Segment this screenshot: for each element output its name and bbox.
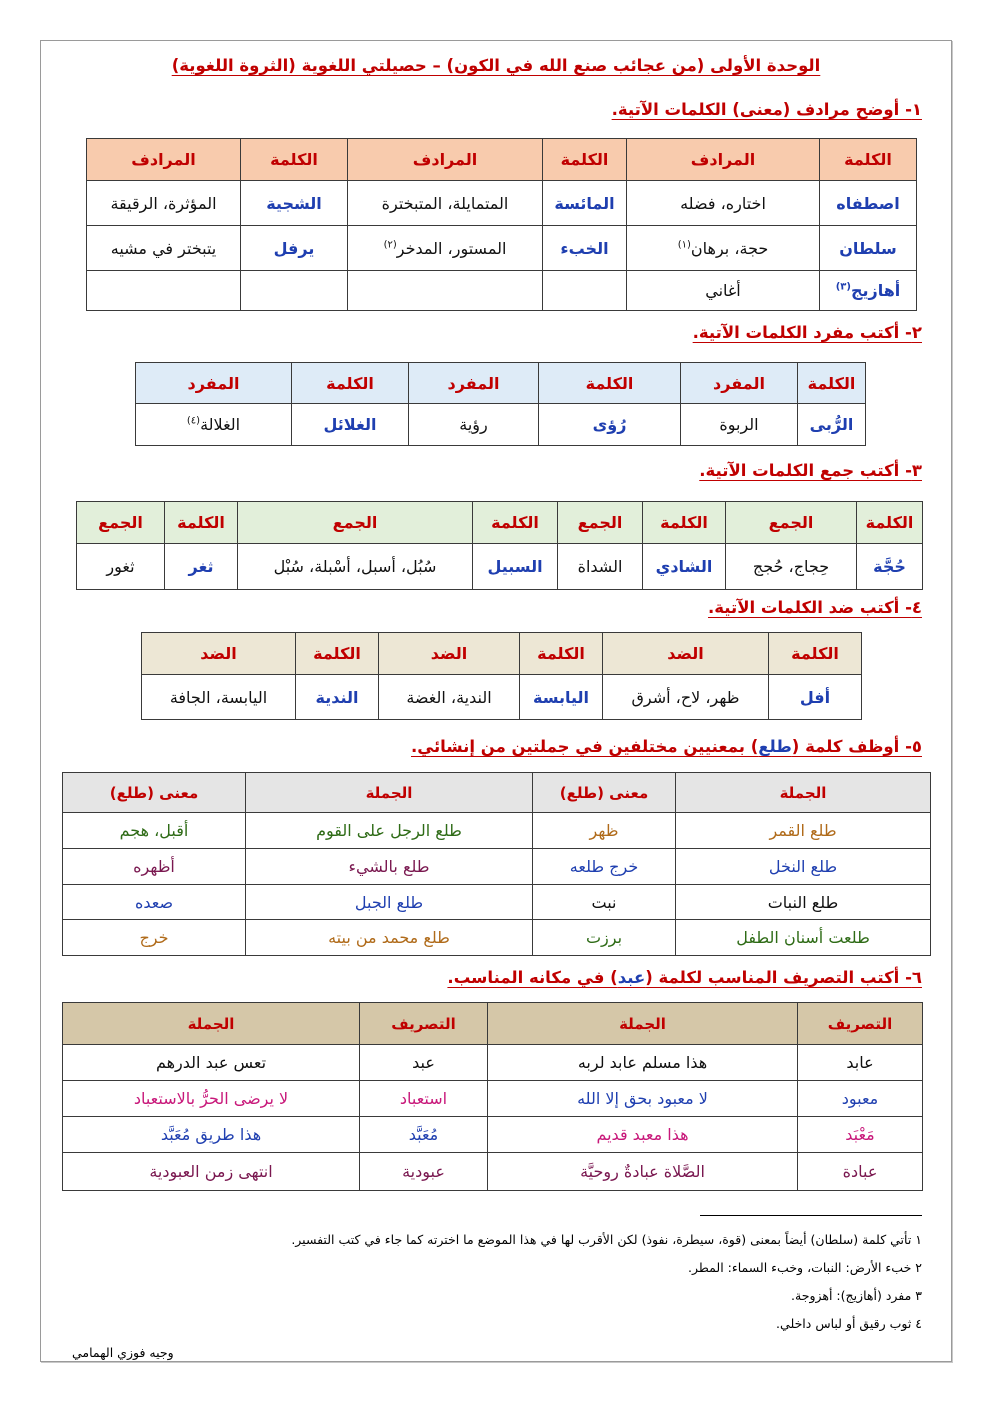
header-cell: الكلمة <box>643 502 726 544</box>
antonym-cell: الندية، الغضة <box>379 675 520 720</box>
sentence-cell: طلع النخل <box>676 849 931 885</box>
footnote-ref: (٣) <box>835 281 851 293</box>
sentence-cell: تعس عبد الدرهم <box>63 1045 360 1081</box>
word-cell: المائسة <box>543 181 627 226</box>
empty-cell <box>241 271 348 311</box>
plural-cell: ثغور <box>77 544 165 590</box>
sentence-cell: الصَّلاة عبادةٌ روحيَّة <box>488 1153 798 1191</box>
header-cell: الضد <box>142 633 296 675</box>
synonym-cell: حجة، برهان$^{(١)}$ <box>627 226 820 271</box>
tala-usage-table <box>62 772 931 956</box>
plural-cell: الشداة <box>558 544 643 590</box>
header-cell: الكلمة <box>473 502 558 544</box>
meaning-cell: ظهر <box>533 813 676 849</box>
header-cell: معنى (طلع) <box>63 773 246 813</box>
word-cell: الخبء <box>543 226 627 271</box>
empty-cell <box>543 271 627 311</box>
derivation-cell: معبود <box>798 1081 923 1117</box>
singular-cell: رؤية <box>409 404 539 446</box>
header-cell: الكلمة <box>165 502 238 544</box>
sentence-cell: طلع القمر <box>676 813 931 849</box>
header-cell: الكلمة <box>798 363 866 404</box>
table-row <box>142 675 862 720</box>
header-cell: الجمع <box>77 502 165 544</box>
meaning-cell: خرج طلعه <box>533 849 676 885</box>
table-row <box>77 544 923 590</box>
sentence-cell: طلع النبات <box>676 885 931 920</box>
antonym-cell: اليابسة، الجافة <box>142 675 296 720</box>
meaning-cell: أقبل، هجم <box>63 813 246 849</box>
table-row <box>63 1153 923 1191</box>
synonym-cell: أغاني <box>627 271 820 311</box>
antonym-table <box>141 632 862 720</box>
header-cell: الكلمة <box>820 139 917 181</box>
header-cell: الكلمة <box>543 139 627 181</box>
footnote: ٣ مفرد (أهازيج): أهزوجة. <box>791 1288 922 1303</box>
singular-cell: الربوة <box>681 404 798 446</box>
meaning-cell: نبت <box>533 885 676 920</box>
plural-table <box>76 501 923 590</box>
table-row <box>63 1117 923 1153</box>
derivation-cell: عبودية <box>360 1153 488 1191</box>
synonym-cell: يتبختر في مشيه <box>87 226 241 271</box>
synonym-cell: اختاره، فضله <box>627 181 820 226</box>
singular-cell: الغلالة$^{(٤)}$ <box>136 404 292 446</box>
sentence-cell: لا معبود بحق إلا الله <box>488 1081 798 1117</box>
table-row <box>63 920 931 956</box>
sentence-cell: طلع الرجل على القوم <box>246 813 533 849</box>
table-row <box>63 813 931 849</box>
word-cell: السبيل <box>473 544 558 590</box>
sentence-cell: طلعت أسنان الطفل <box>676 920 931 956</box>
section4-heading: ٤- أكتب ضد الكلمات الآتية. <box>708 598 922 617</box>
meaning-cell: خرج <box>63 920 246 956</box>
sentence-cell: انتهى زمن العبودية <box>63 1153 360 1191</box>
header-cell: معنى (طلع) <box>533 773 676 813</box>
derivation-cell: عبادة <box>798 1153 923 1191</box>
header-cell: الكلمة <box>520 633 603 675</box>
header-cell: الكلمة <box>857 502 923 544</box>
page-title: الوحدة الأولى (من عجائب صنع الله في الكون) – حصيلتي اللغوية (الثروة اللغوية) <box>171 56 821 75</box>
header-cell: الجملة <box>676 773 931 813</box>
header-cell: المفرد <box>136 363 292 404</box>
derivation-cell: عبد <box>360 1045 488 1081</box>
header-cell: الجملة <box>63 1003 360 1045</box>
word-cell: رُؤى <box>539 404 681 446</box>
table-row <box>63 1081 923 1117</box>
header-cell: الكلمة <box>539 363 681 404</box>
table-row <box>63 1045 923 1081</box>
header-cell: الكلمة <box>292 363 409 404</box>
header-cell: المرادف <box>348 139 543 181</box>
meaning-cell: أظهره <box>63 849 246 885</box>
section2-heading: ٢- أكتب مفرد الكلمات الآتية. <box>692 323 922 342</box>
plural-cell: حِجاج، حُجج <box>726 544 857 590</box>
singular-table <box>135 362 866 446</box>
word-cell: الشجية <box>241 181 348 226</box>
word-cell: الرُّبى <box>798 404 866 446</box>
section3-heading: ٣- أكتب جمع الكلمات الآتية. <box>699 461 922 480</box>
sentence-cell: هذا مسلم عابد لربه <box>488 1045 798 1081</box>
header-cell: المفرد <box>409 363 539 404</box>
synonyms-table <box>86 138 917 311</box>
empty-cell <box>348 271 543 311</box>
meaning-cell: برزت <box>533 920 676 956</box>
word-cell: يرفل <box>241 226 348 271</box>
header-cell: الضد <box>603 633 769 675</box>
plural-cell: سُبُل، أسبل، أسْبلة، سُبْل <box>238 544 473 590</box>
header-cell: التصريف <box>360 1003 488 1045</box>
header-cell: الجملة <box>488 1003 798 1045</box>
header-cell: الكلمة <box>769 633 862 675</box>
sentence-cell: طلع بالشيء <box>246 849 533 885</box>
word-cell: اصطفاه <box>820 181 917 226</box>
header-cell: الجمع <box>238 502 473 544</box>
table-row <box>87 271 917 311</box>
empty-cell <box>87 271 241 311</box>
section5-heading: ٥- أوظف كلمة (طلع) بمعنيين مختلفين في جملتين من إنشائي. <box>411 737 922 756</box>
footnote: ٢ خبء الأرض: النبات، وخبء السماء: المطر. <box>688 1260 922 1275</box>
word-cell: حُجَّة <box>857 544 923 590</box>
footnote-ref: (٤) <box>186 415 201 427</box>
word-cell: الشادي <box>643 544 726 590</box>
footnote: ٤ ثوب رقيق أو لباس داخلي. <box>776 1316 922 1331</box>
table-row <box>136 404 866 446</box>
header-cell: الكلمة <box>296 633 379 675</box>
sentence-cell: طلع محمد من بيته <box>246 920 533 956</box>
derivation-cell: عابد <box>798 1045 923 1081</box>
word-cell: الغلائل <box>292 404 409 446</box>
header-cell: الجمع <box>558 502 643 544</box>
footnote: ١ تأتي كلمة (سلطان) أيضاً بمعنى (قوة، سيطرة، نفوذ) لكن الأقرب لها في هذا الموضع ما اخترته كما جاء في كتب التفسير. <box>291 1232 922 1247</box>
header-cell: التصريف <box>798 1003 923 1045</box>
derivation-cell: استعباد <box>360 1081 488 1117</box>
abd-derivation-table <box>62 1002 923 1191</box>
header-cell: الكلمة <box>241 139 348 181</box>
sentence-cell: لا يرضى الحرُّ بالاستعباد <box>63 1081 360 1117</box>
header-cell: المرادف <box>87 139 241 181</box>
derivation-cell: مُعَبَّد <box>360 1117 488 1153</box>
word-cell: اليابسة <box>520 675 603 720</box>
word-cell: أفل <box>769 675 862 720</box>
word-cell: سلطان <box>820 226 917 271</box>
header-cell: المفرد <box>681 363 798 404</box>
footnote-ref: (٢) <box>383 239 397 251</box>
word-cell: الندية <box>296 675 379 720</box>
header-cell: الجملة <box>246 773 533 813</box>
antonym-cell: ظهر، لاح، أشرق <box>603 675 769 720</box>
synonym-cell: المؤثرة، الرقيقة <box>87 181 241 226</box>
sentence-cell: هذا طريق مُعَبَّد <box>63 1117 360 1153</box>
word-cell: أهازيج$^{(٣)}$ <box>820 271 917 311</box>
section6-heading: ٦- أكتب التصريف المناسب لكلمة (عبد) في مكانه المناسب. <box>447 968 922 987</box>
header-cell: الجمع <box>726 502 857 544</box>
author-signature: وجيه فوزي الهمامي <box>72 1345 174 1360</box>
table-row <box>63 849 931 885</box>
footnote-ref: (١) <box>677 239 691 251</box>
footnote-divider <box>700 1215 922 1216</box>
section1-heading: ١- أوضح مرادف (معنى) الكلمات الآتية. <box>611 100 922 119</box>
synonym-cell: المستور، المدخر$^{(٢)}$ <box>348 226 543 271</box>
header-cell: المرادف <box>627 139 820 181</box>
table-row <box>87 181 917 226</box>
meaning-cell: صعده <box>63 885 246 920</box>
word-cell: ثغر <box>165 544 238 590</box>
sentence-cell: طلع الجبل <box>246 885 533 920</box>
table-row <box>63 885 931 920</box>
derivation-cell: مَعْبَد <box>798 1117 923 1153</box>
sentence-cell: هذا معبد قديم <box>488 1117 798 1153</box>
table-row <box>87 226 917 271</box>
header-cell: الضد <box>379 633 520 675</box>
synonym-cell: المتمايلة، المتبخترة <box>348 181 543 226</box>
